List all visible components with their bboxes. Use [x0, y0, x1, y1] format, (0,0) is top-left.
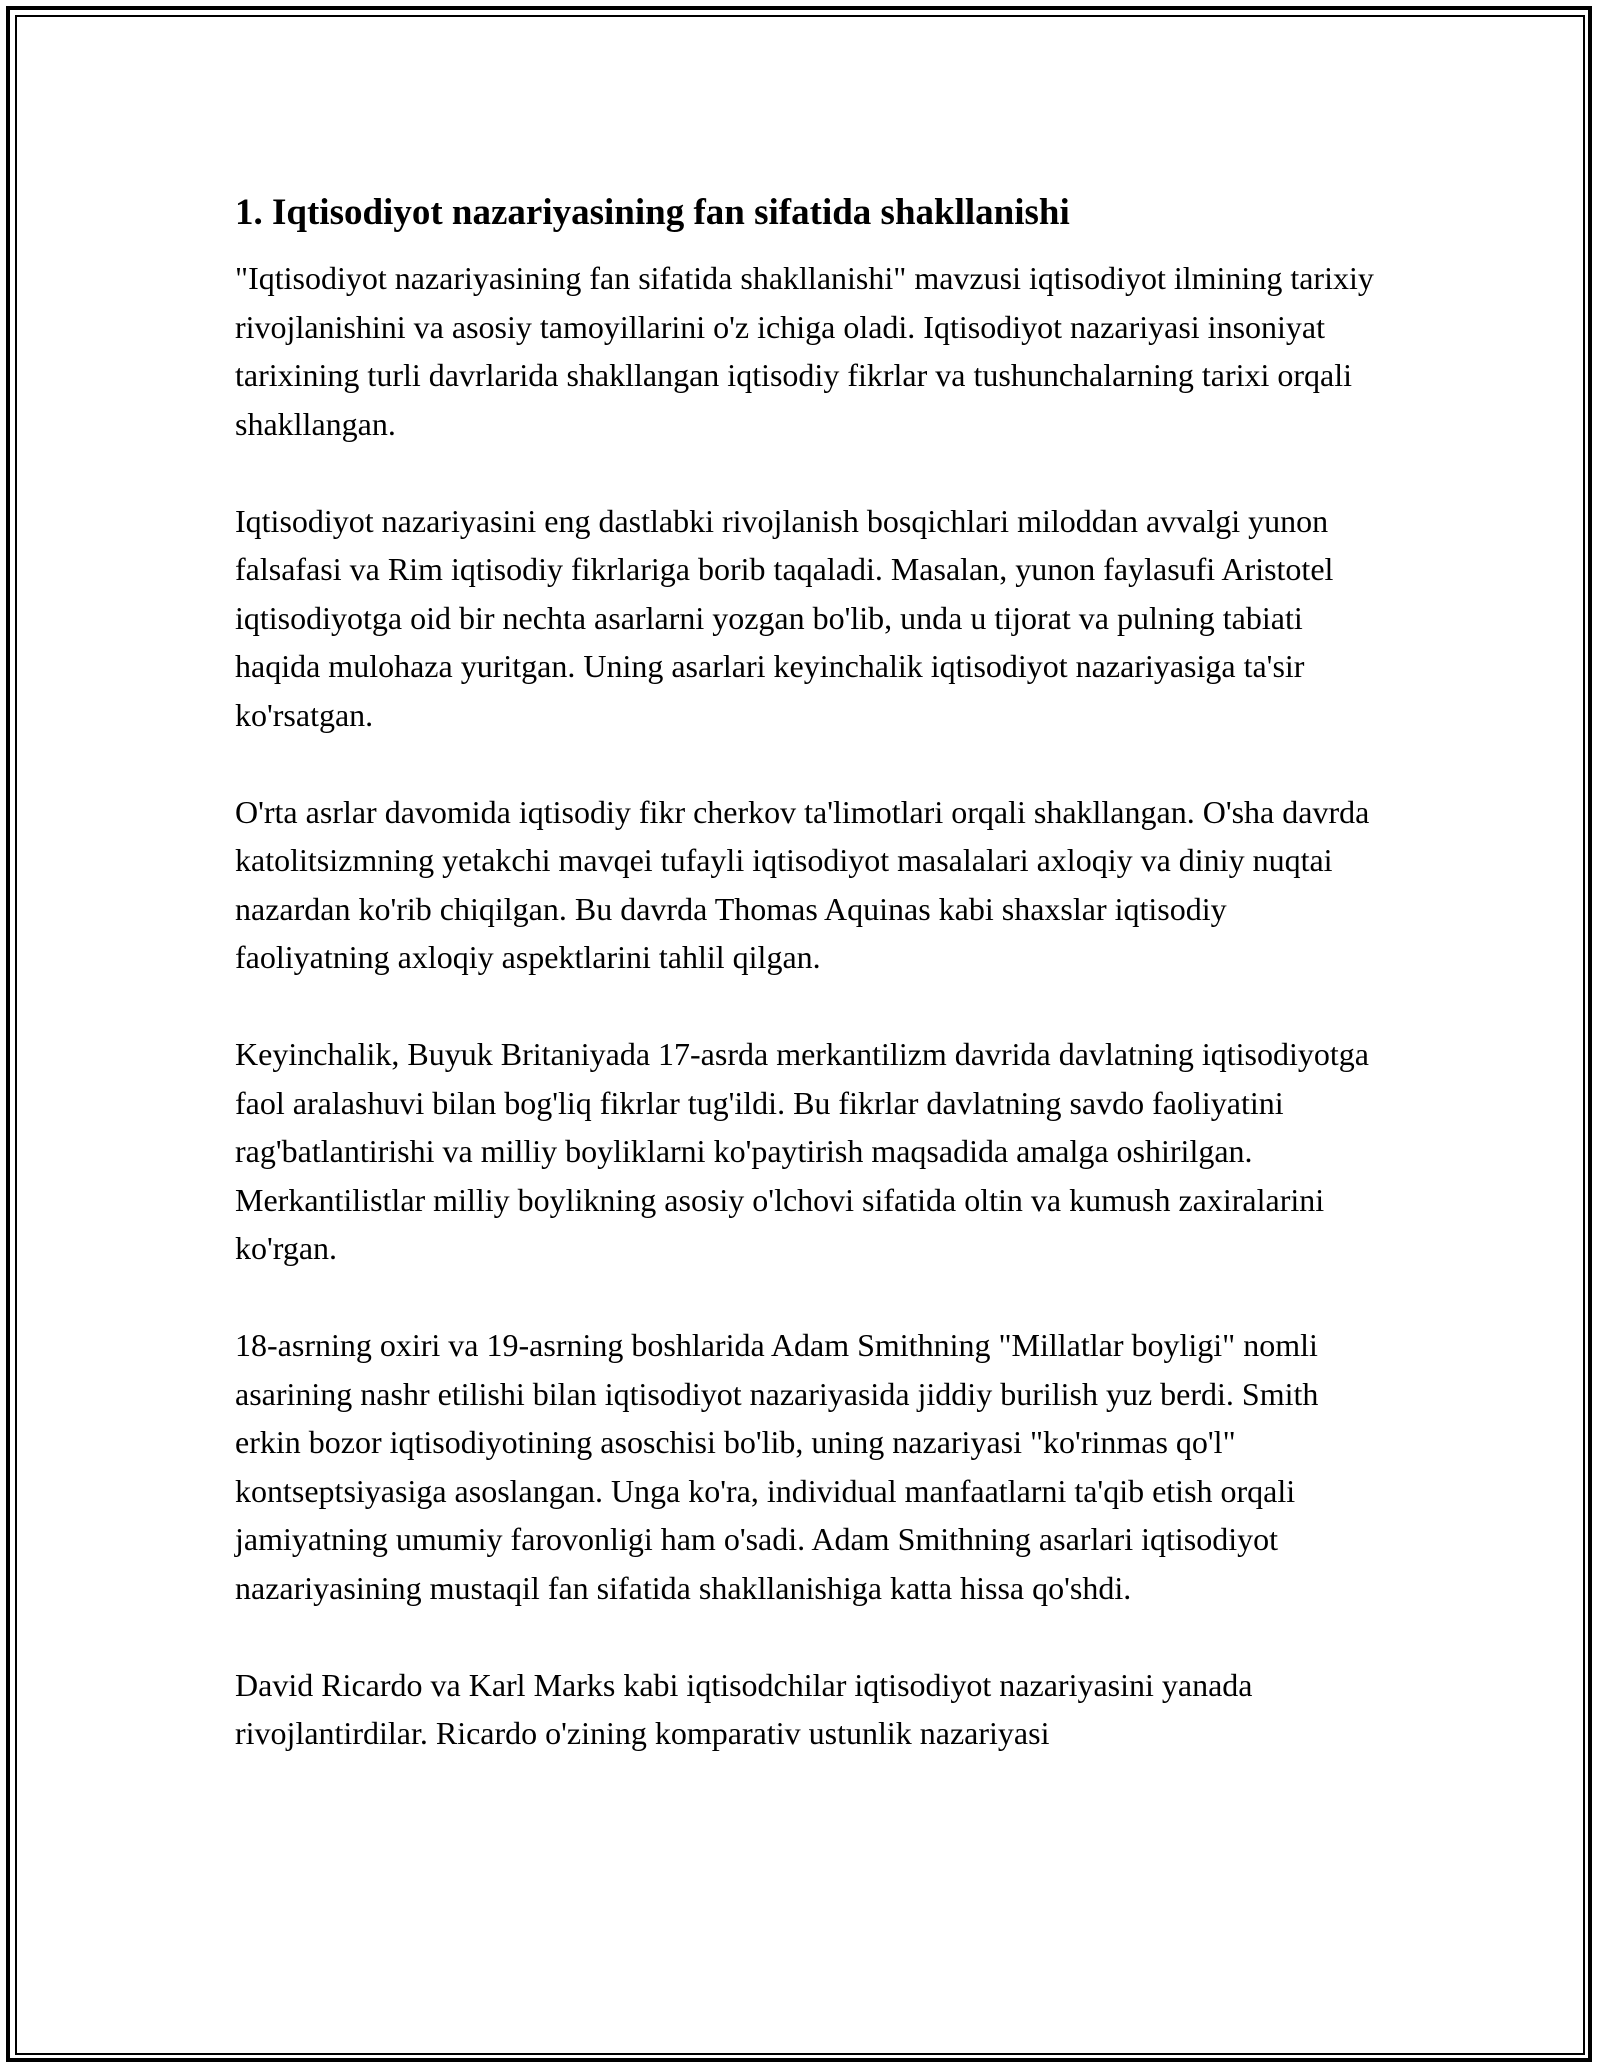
paragraph: "Iqtisodiyot nazariyasining fan sifatida shakllanishi" mavzusi iqtisodiyot ilmining tarixiy rivojlanishini va asosiy tamoyillarini o'z ichiga oladi. Iqtisodiyot nazariyasi insoniyat tarixining turli davrlarida shakllangan iqtisodiy fikrlar va tushunchalarning tarixi orqali shakllangan. [235, 260, 1374, 442]
paragraph: Keyinchalik, Buyuk Britaniyada 17-asrda merkantilizm davrida davlatning iqtisodiyotga faol aralashuvi bilan bog'liq fikrlar tug'ildi. Bu fikrlar davlatning savdo faoliyatini rag'batlantirishi va milliy boyliklarni ko'paytirish maqsadida amalga oshirilgan. Merkantilistlar milliy boylikning asosiy o'lchovi sifatida oltin va kumush zaxiralarini ko'rgan. [235, 1036, 1369, 1266]
paragraph: David Ricardo va Karl Marks kabi iqtisodchilar iqtisodiyot nazariyasini yanada rivojlantirdilar. Ricardo o'zining komparativ ustunlik nazariyasi [235, 1666, 1253, 1751]
page-title: 1. Iqtisodiyot nazariyasining fan sifatida shakllanishi [235, 192, 1070, 233]
document-body [235, 186, 1375, 1806]
paragraph: O'rta asrlar davomida iqtisodiy fikr cherkov ta'limotlari orqali shakllangan. O'sha davrda katolitsizmning yetakchi mavqei tufayli iqtisodiyot masalalari axloqiy va diniy nuqtai nazardan ko'rib chiqilgan. Bu davrda Thomas Aquinas kabi shaxslar iqtisodiy faoliyatning axloqiy aspektlarini tahlil qilgan. [235, 793, 1370, 975]
paragraph: 18-asrning oxiri va 19-asrning boshlarida Adam Smithning "Millatlar boyligi" nomli asarining nashr etilishi bilan iqtisodiyot nazariyasida jiddiy burilish yuz berdi. Smith erkin bozor iqtisodiyotining asoschisi bo'lib, uning nazariyasi "ko'rinmas qo'l" kontseptsiyasiga asoslangan. Unga ko'ra, individual manfaatlarni ta'qib etish orqali jamiyatning umumiy farovonligi ham o'sadi. Adam Smithning asarlari iqtisodiyot nazariyasining mustaqil fan sifatida shakllanishiga katta hissa qo'shdi. [235, 1327, 1319, 1606]
paragraph: Iqtisodiyot nazariyasini eng dastlabki rivojlanish bosqichlari miloddan avvalgi yunon falsafasi va Rim iqtisodiy fikrlariga borib taqaladi. Masalan, yunon faylasufi Aristotel iqtisodiyotga oid bir nechta asarlarni yozgan bo'lib, unda u tijorat va pulning tabiati haqida mulohaza yuritgan. Uning asarlari keyinchalik iqtisodiyot nazariyasiga ta'sir ko'rsatgan. [235, 502, 1334, 733]
